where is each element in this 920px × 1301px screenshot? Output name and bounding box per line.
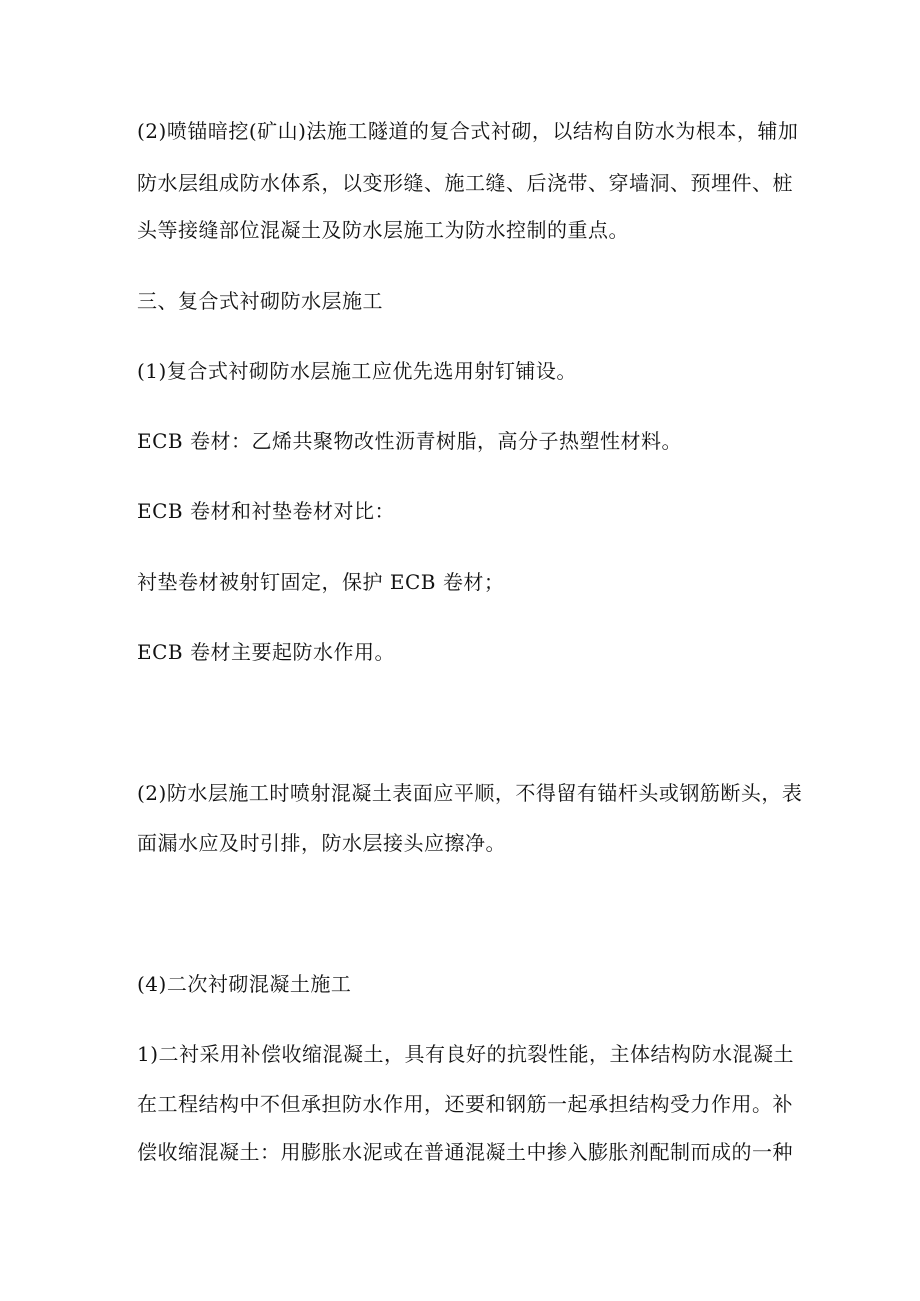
paragraph-line: 偿收缩混凝土：用膨胀水泥或在普通混凝土中掺入膨胀剂配制而成的一种 xyxy=(137,1140,793,1164)
paragraph-line: 头等接缝部位混凝土及防水层施工为防水控制的重点。 xyxy=(137,218,629,242)
paragraph-line: 在工程结构中不但承担防水作用，还要和钢筋一起承担结构受力作用。补 xyxy=(137,1092,793,1116)
paragraph-line: (1)复合式衬砌防水层施工应优先选用射钉铺设。 xyxy=(137,359,577,383)
paragraph-line: (2)喷锚暗挖(矿山)法施工隧道的复合式衬砌，以结构自防水为根本，辅加 xyxy=(137,119,799,143)
paragraph-line: ECB 卷材：乙烯共聚物改性沥青树脂，高分子热塑性材料。 xyxy=(137,429,682,453)
paragraph-line: (4)二次衬砌混凝土施工 xyxy=(137,972,352,996)
paragraph-line: 1)二衬采用补偿收缩混凝土，具有良好的抗裂性能，主体结构防水混凝土 xyxy=(137,1042,795,1066)
paragraph-line: ECB 卷材主要起防水作用。 xyxy=(137,640,395,664)
paragraph-line: (2)防水层施工时喷射混凝土表面应平顺，不得留有锚杆头或钢筋断头，表 xyxy=(137,781,803,805)
paragraph-line: 面漏水应及时引排，防水层接头应擦净。 xyxy=(137,831,506,855)
paragraph-line: ECB 卷材和衬垫卷材对比： xyxy=(137,499,395,523)
paragraph-line: 衬垫卷材被射钉固定，保护 ECB 卷材； xyxy=(137,570,505,594)
section-heading: 三、复合式衬砌防水层施工 xyxy=(137,289,383,313)
paragraph-line: 防水层组成防水体系，以变形缝、施工缝、后浇带、穿墙洞、预埋件、桩 xyxy=(137,171,793,195)
